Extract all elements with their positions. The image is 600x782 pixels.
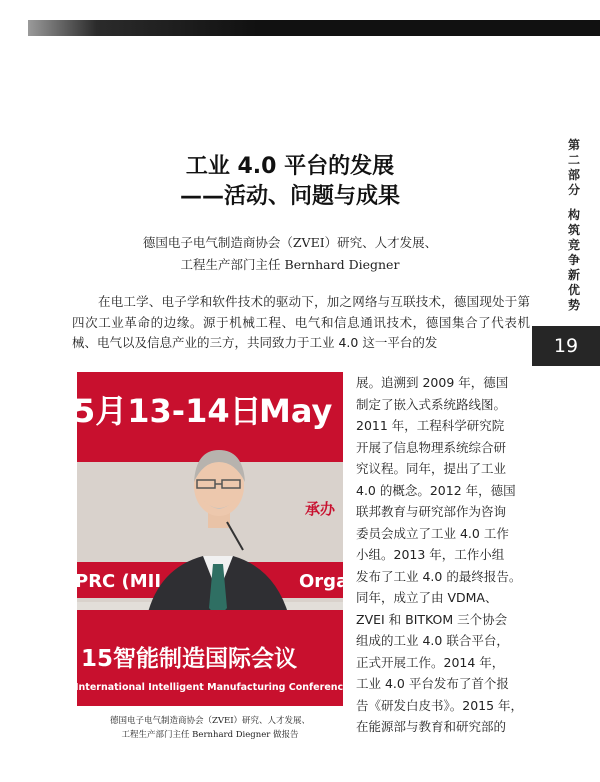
podium-title: 15智能制造国际会议 [81, 646, 298, 672]
banner-cheng: 承办 [305, 500, 336, 518]
body-text-right-column [356, 372, 528, 738]
body-line: ZVEI 和 BITKOM 三个协会 [356, 611, 508, 627]
body-line: 告《研发白皮书》。2015 年， [356, 697, 524, 713]
caption-line-2: 工程生产部门主任 Bernhard Diegner 做报告 [121, 730, 299, 740]
section-title-label: 构筑竞争新优势 [567, 208, 580, 312]
author-byline [60, 232, 520, 276]
body-line: 发布了工业 4.0 的最终报告。 [356, 568, 522, 584]
body-line: 组成的工业 4.0 联合平台， [356, 633, 509, 648]
body-line: 4.0 的概念。2012 年，德国 [356, 482, 516, 498]
author-line-1: 德国电子电气制造商协会（ZVEI）研究、人才发展、 [142, 235, 438, 250]
banner-org: Orga [299, 571, 349, 592]
title-line-1: 工业 4.0 平台的发展 [185, 154, 395, 179]
body-line: 2011 年，工程科学研究院 [356, 418, 505, 433]
caption-line-1: 德国电子电气制造商协会（ZVEI）研究、人才发展、 [109, 716, 311, 726]
body-line: 联邦教育与研究部作为咨询 [356, 504, 507, 519]
banner-date: 5月13-14日 [73, 392, 262, 430]
body-line: 在能源部与教育和研究部的 [356, 719, 507, 734]
banner-prc: PRC (MII [75, 571, 162, 592]
banner-may: May 13 [259, 392, 388, 430]
conference-photo [73, 372, 388, 706]
body-line: 究议程。同年，提出了工业 [356, 461, 507, 476]
podium-subtitle: International Intelligent Manufacturing Conference [75, 682, 350, 693]
section-part-label: 第二部分 [567, 138, 580, 197]
body-line: 小组。2013 年，工作小组 [356, 547, 505, 562]
body-line: 正式开展工作。2014 年， [356, 654, 505, 670]
header-bar [28, 20, 600, 36]
body-line: 委员会成立了工业 4.0 工作 [356, 525, 509, 541]
page-number: 19 [532, 326, 600, 366]
article-title [60, 152, 520, 212]
body-line: 制定了嵌入式系统路线图。 [356, 396, 507, 412]
body-line: 工业 4.0 平台发布了首个报 [356, 676, 509, 691]
body-line: 展。追溯到 2009 年，德国 [356, 375, 509, 390]
intro-paragraph: 在电工学、电子学和软件技术的驱动下，加之网络与互联技术，德国现处于第四次工业革命的边缘。源于机械工程、电气和信息通讯技术，德国集合了代表机械、电气以及信息产业的三方，共同致力于工业 4.0 这一平台的发 [72, 294, 530, 350]
body-line: 同年，成立了由 VDMA、 [356, 590, 498, 605]
photo-illustration [73, 372, 388, 706]
author-line-2: 工程生产部门主任 Bernhard Diegner [180, 257, 400, 272]
body-line: 开展了信息物理系统综合研 [356, 439, 507, 455]
title-line-2: ——活动、问题与成果 [179, 184, 400, 209]
section-tab [565, 138, 583, 313]
photo-caption [72, 714, 348, 742]
